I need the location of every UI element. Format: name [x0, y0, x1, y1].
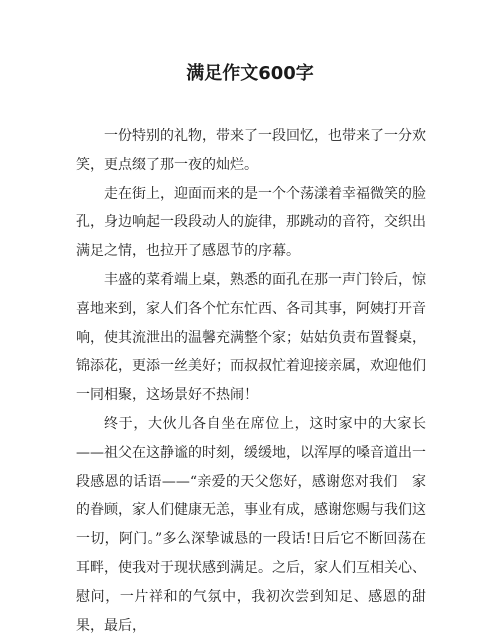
paragraph: 终于，大伙儿各自坐在席位上，这时家中的大家长——祖父在这静谧的时刻，缓缓地，以浑厚的嗓音道出一段感恩的话语——“亲爱的天父您好，感谢您对我们 家的眷顾，家人们健康无恙，事业有成，感谢您赐与我们这一切，阿门。”多么深挚诚恳的一段话!日后它不断回荡在耳畔，使我对于现状感到满足。之后，家人们互相关心、慰问，一片祥和的气氛中，我初次尝到知足、感恩的甜果，最后， [76, 415, 426, 634]
document-body [76, 122, 426, 640]
paragraph: 走在街上，迎面而来的是一个个荡漾着幸福微笑的脸孔，身边响起一段段动人的旋律，那跳动的音符，交织出满足之情，也拉开了感恩节的序幕。 [76, 185, 426, 260]
paragraph: 丰盛的菜肴端上桌，熟悉的面孔在那一声门铃后，惊喜地来到，家人们各个忙东忙西、各司其事，阿姨打开音响，使其流泄出的温馨充满整个家；姑姑负责布置餐桌，锦添花，更添一丝美好；而叔叔忙着迎接亲属，欢迎他们一同相聚，这场景好不热闹！ [76, 271, 426, 404]
paragraph: 一份特别的礼物，带来了一段回忆，也带来了一分欢笑，更点缀了那一夜的灿烂。 [76, 128, 426, 173]
document-title: 满足作文600字 [186, 63, 314, 84]
